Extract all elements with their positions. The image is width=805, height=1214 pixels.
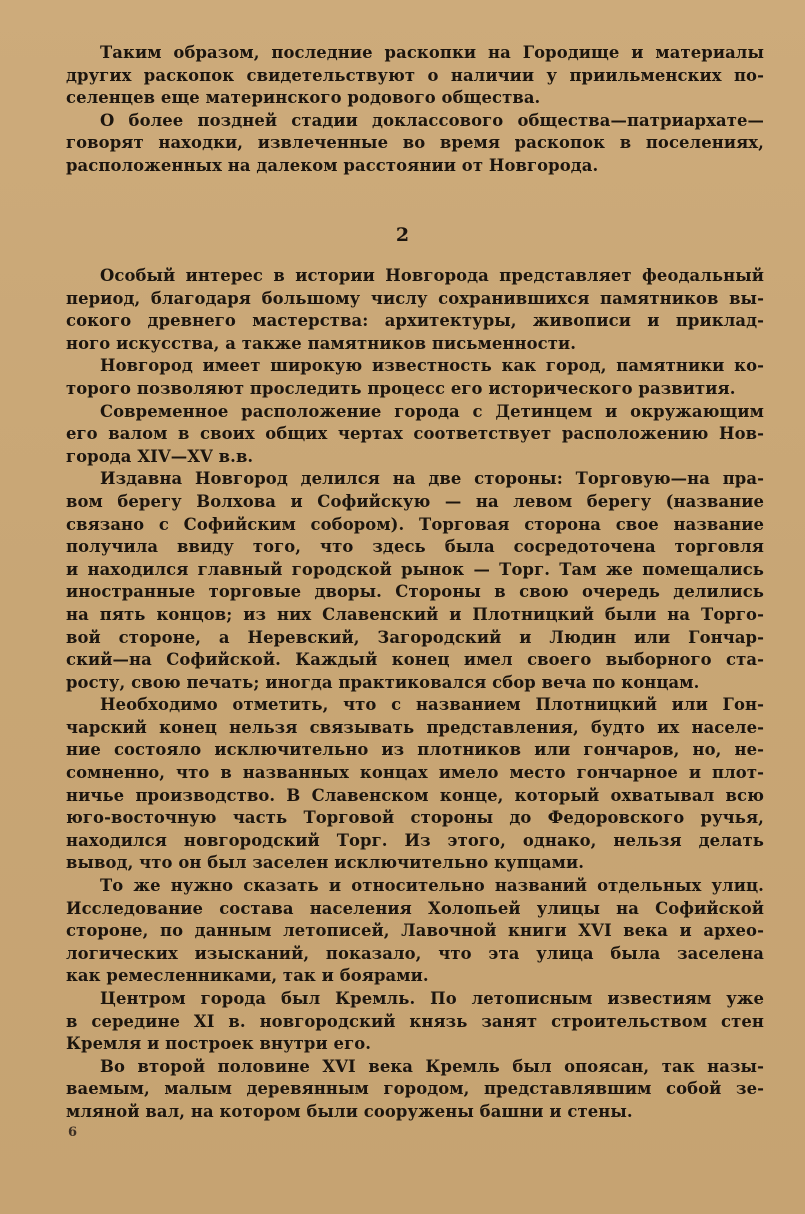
text-line: ничье производство. В Славенском конце, который охватывал всю bbox=[66, 785, 764, 805]
text-line: юго-восточную часть Торговой стороны до Федоровского ручья, bbox=[66, 808, 764, 828]
text-line: чарский конец нельзя связывать представления, будто их населе- bbox=[66, 717, 764, 737]
text-line: сомненно, что в названных концах имело место гончарное и плот- bbox=[66, 763, 764, 783]
text-line: Таким образом, последние раскопки на Городище и материалы bbox=[100, 43, 764, 62]
text-line: О более поздней стадии доклассового общества—патриархате— bbox=[100, 110, 764, 130]
text-line: города XIV—XV в.в. bbox=[66, 446, 254, 466]
text-line: логических изысканий, показало, что эта улица была заселена bbox=[66, 943, 764, 963]
text-line: ного искусства, а также памятников письменности. bbox=[66, 333, 577, 353]
text-line: стороне, по данным летописей, Лавочной книги XVI века и архео- bbox=[66, 921, 764, 941]
text-line: и находился главный городской рынок — Торг. Там же помещались bbox=[66, 559, 764, 579]
text-line: находился новгородский Торг. Из этого, однако, нельзя делать bbox=[66, 830, 764, 850]
text-line: селенцев еще материнского родового общества. bbox=[66, 88, 541, 108]
text-line: его валом в своих общих чертах соответствует расположению Нов- bbox=[66, 424, 764, 444]
page-number: 6 bbox=[68, 1125, 78, 1140]
text-line: Издавна Новгород делился на две стороны: Торговую—на пра- bbox=[100, 469, 764, 489]
text-line: Необходимо отметить, что с названием Плотницкий или Гон- bbox=[100, 695, 764, 715]
text-line: То же нужно сказать и относительно названий отдельных улиц. bbox=[100, 876, 764, 896]
section-number: 2 bbox=[395, 224, 410, 246]
text-line: других раскопок свидетельствуют о наличии у приильменских по- bbox=[66, 65, 764, 85]
text-line: мляной вал, на котором были сооружены башни и стены. bbox=[66, 1101, 633, 1121]
text-line: вывод, что он был заселен исключительно купцами. bbox=[66, 853, 585, 873]
text-line: на пять концов; из них Славенский и Плотницкий были на Торго- bbox=[66, 604, 764, 624]
text-line: ский—на Софийской. Каждый конец имел своего выборного ста- bbox=[66, 650, 764, 670]
text-line: торого позволяют проследить процесс его исторического развития. bbox=[66, 378, 736, 398]
text-line: ваемым, малым деревянным городом, представлявшим собой зе- bbox=[66, 1079, 764, 1099]
text-line: Центром города был Кремль. По летописным известиям уже bbox=[100, 989, 764, 1008]
text-line: иностранные торговые дворы. Стороны в свою очередь делились bbox=[66, 582, 764, 602]
text-line: росту, свою печать; иногда практиковался сбор веча по концам. bbox=[66, 672, 700, 692]
text-line: Кремля и построек внутри его. bbox=[66, 1034, 372, 1054]
text-line: сокого древнего мастерства: архитектуры, живописи и приклад- bbox=[66, 311, 764, 331]
text-block-main bbox=[66, 265, 764, 1124]
text-line: вой стороне, а Неревский, Загородский и Людин или Гончар- bbox=[66, 627, 764, 647]
text-line: Новгород имеет широкую известность как город, памятники ко- bbox=[100, 356, 764, 376]
text-line: Особый интерес в истории Новгорода представляет феодальный bbox=[100, 266, 764, 285]
text-block-intro bbox=[66, 42, 764, 178]
text-line: Во второй половине XVI века Кремль был опоясан, так назы- bbox=[100, 1056, 764, 1076]
text-line: Современное расположение города с Детинцем и окружающим bbox=[100, 401, 764, 421]
text-line: вом берегу Волхова и Софийскую — на левом берегу (название bbox=[66, 491, 764, 511]
text-line: связано с Софийским собором). Торговая сторона свое название bbox=[66, 514, 764, 534]
text-line: Исследование состава населения Холопьей улицы на Софийской bbox=[66, 898, 764, 918]
text-line: как ремесленниками, так и боярами. bbox=[66, 966, 429, 986]
text-line: говорят находки, извлеченные во время раскопок в поселениях, bbox=[66, 133, 764, 153]
text-line: расположенных на далеком расстоянии от Новгорода. bbox=[66, 155, 599, 175]
text-line: период, благодаря большому числу сохранившихся памятников вы- bbox=[66, 288, 764, 308]
text-line: получила ввиду того, что здесь была сосредоточена торговля bbox=[66, 537, 764, 557]
text-line: ние состояло исключительно из плотников или гончаров, но, не- bbox=[66, 740, 764, 760]
text-line: в середине XI в. новгородский князь занят строительством стен bbox=[66, 1011, 764, 1031]
